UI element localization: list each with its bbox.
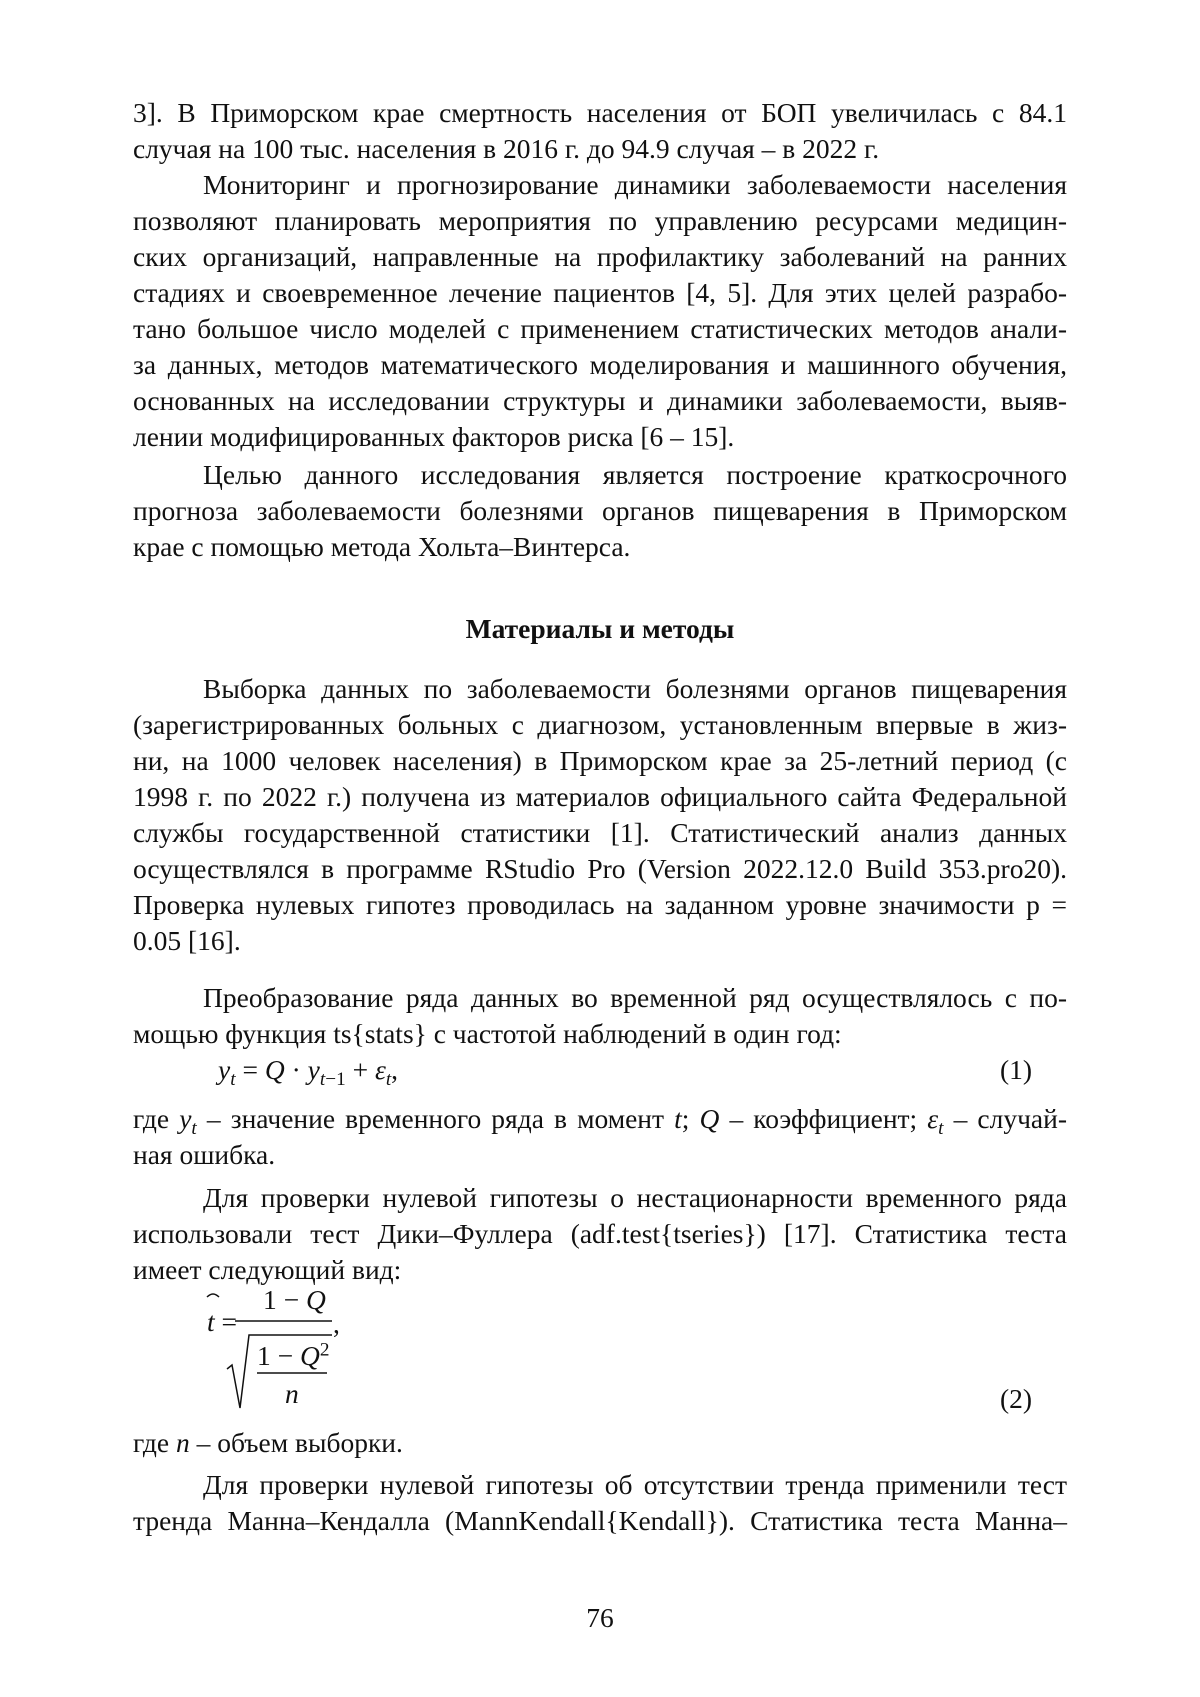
text-line: тренда Манна–Кендалла (MannKendall{Kendall}). Статистика теста Манна– [133,1505,1067,1536]
equation-1: $y_t = Q \cdot y_{t-1} + \varepsilon_t$, [218,1054,399,1090]
text-line: ни, на 1000 человек населения) в Приморском крае за 25-летний период (с [133,745,1067,776]
text-line: тано большое число моделей с применением статистических методов анали- [133,313,1067,344]
text-line: 1998 г. по 2022 г.) получена из материалов официального сайта Федеральной [133,781,1067,812]
text-line: позволяют планировать мероприятия по управлению ресурсами медицин- [133,205,1067,236]
section-heading: Материалы и методы [465,613,735,644]
text-line: Мониторинг и прогнозирование динамики заболеваемости населения [203,169,1067,200]
page-number: 76 [586,1602,614,1633]
text-line: службы государственной статистики [1]. Статистический анализ данных [133,817,1067,848]
text-line: (зарегистрированных больных с диагнозом, установленным впервые в жиз- [133,709,1067,740]
text-line: использовали тест Дики–Фуллера (adf.test{tseries}) [17]. Статистика теста [133,1218,1067,1249]
equation-2: t = 1 − Q , $1 - Q^2$ n [207,1284,340,1409]
text-line: 0.05 [16]. [133,925,241,956]
text-line: прогноза заболеваемости болезнями органов пищеварения в Приморском [133,495,1067,526]
text-line: ная ошибка. [133,1139,276,1170]
text-line: где $y_t$ – значение временного ряда в момент t; Q – коэффициент; $\varepsilon_t$ – случай- [133,1103,1068,1139]
text-line: основанных на исследовании структуры и динамики заболеваемости, выяв- [133,385,1067,416]
text-line: ских организаций, направленные на профилактику заболеваний на ранних [133,241,1067,272]
text-line: за данных, методов математического моделирования и машинного обучения, [133,349,1067,380]
text-line: Проверка нулевых гипотез проводилась на заданном уровне значимости p = [133,889,1067,920]
text-line: Для проверки нулевой гипотезы об отсутствии тренда применили тест [203,1469,1067,1500]
text-line: Выборка данных по заболеваемости болезнями органов пищеварения [203,673,1067,704]
equation-number: (1) [1000,1054,1033,1085]
text-line: стадиях и своевременное лечение пациентов [4, 5]. Для этих целей разрабо- [133,277,1067,308]
text-line: Целью данного исследования является построение краткосрочного [203,459,1067,490]
text-line: осуществлялся в программе RStudio Pro (Version 2022.12.0 Build 353.pro20). [133,853,1067,884]
text-line: где n – объем выборки. [133,1427,403,1458]
text-line: Преобразование ряда данных во временной ряд осуществлялось с по- [203,982,1067,1013]
text-line: лении модифицированных факторов риска [6 – 15]. [133,421,735,452]
text-line: мощью функция ts{stats} с частотой наблюдений в один год: [133,1018,842,1049]
equation-number: (2) [1000,1383,1033,1414]
text-line: крае с помощью метода Хольта–Винтерса. [133,531,631,562]
text-line: Для проверки нулевой гипотезы о нестационарности временного ряда [203,1182,1067,1213]
text-line: 3]. В Приморском крае смертность населения от БОП увеличилась с 84.1 [133,97,1067,128]
text-line: имеет следующий вид: [133,1254,402,1285]
text-line: случая на 100 тыс. населения в 2016 г. до 94.9 случая – в 2022 г. [133,133,880,164]
